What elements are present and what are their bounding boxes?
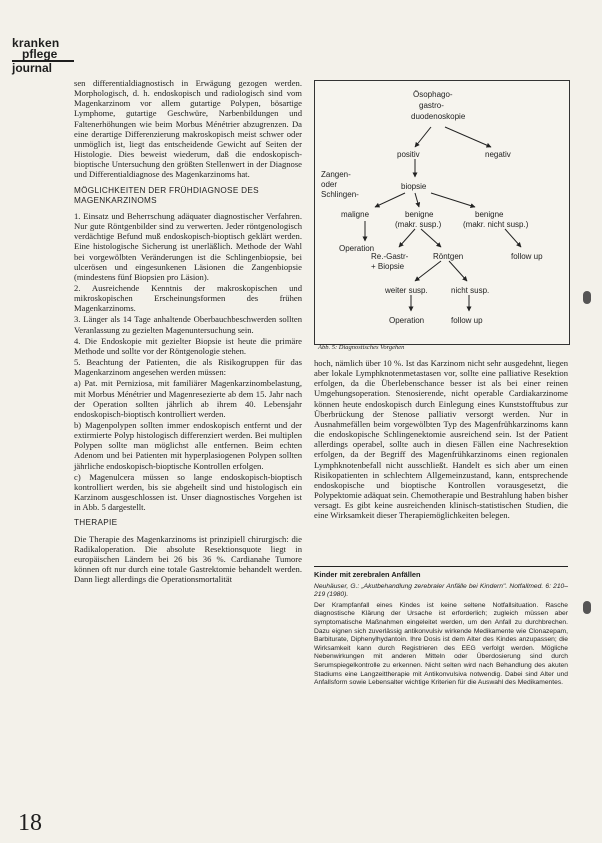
- node-benigne-nicht-susp: [463, 210, 529, 229]
- node-weiter-susp: weiter susp.: [385, 286, 428, 295]
- list-item: c) Magenulcera müssen so lange endoskopisch-bioptisch kontrolliert werden, bis sie abgeheilt sind und histologisch ein Karzinom ausgeschlossen ist. Unser diagnostisches Vorgehen ist in Abb. 5 dargestellt.: [74, 471, 302, 513]
- flowchart-svg: [315, 81, 569, 344]
- node-biopsie: biopsie: [401, 182, 427, 191]
- list-item: 4. Die Endoskopie mit gezielter Biopsie ist heute die primäre Methode und sollte vor der Röntgenologie stehen.: [74, 335, 302, 356]
- figure-caption: Abb. 5: Diagnostisches Vorgehen: [318, 344, 405, 351]
- node-nicht-susp: nicht susp.: [451, 286, 490, 295]
- page-number: 18: [18, 810, 42, 836]
- punch-hole: [583, 291, 591, 304]
- node-follow-up-2: follow up: [451, 316, 483, 325]
- left-column: [74, 78, 302, 585]
- node-benigne-nicht-susp-line2: (makr. nicht susp.): [463, 220, 529, 229]
- node-zangen-line3: Schlingen-: [321, 190, 359, 199]
- node-positiv: positiv: [397, 150, 420, 159]
- abstract-title: Kinder mit zerebralen Anfällen: [314, 570, 421, 579]
- node-operation-2: Operation: [389, 316, 425, 325]
- abstract-text: Der Krampfanfall eines Kindes ist keine seltene Notfallsituation. Rasche diagnostische Klärung der Ursache ist erforderlich; zugleich müssen aber symptomatische Maßnahmen eingeleitet werden, um den Anfall zu durchbrechen. Dazu eignen sich zuverlässig antikonvulsiv wirkende Medikamente wie Clonazepam, Barbiturate, Diphenylhydantoin. Ihre Dosis ist dem Alter des Kindes anzupassen; die Wirksamkeit kann durch Registrieren des EEG verfolgt werden. Mögliche Nebenwirkungen mit anderen Mitteln oder Überdosierung sind durch Serumspiegelkontrolle zu erkennen. Nicht selten wird nach Behandlung des akuten Stadiums eine Langzeittherapie mit Antikonvulsiva notwendig. Dabei sind Alter und Anfallsform sowie Lebensalter wichtige Kriterien für die Auswahl des Medikamentes.: [314, 601, 568, 687]
- node-roentgen: Röntgen: [433, 252, 464, 261]
- list-item: 2. Ausreichende Kenntnis der makroskopischen und mikroskopischen Erscheinungsformen des frühen Magenkarzinoms.: [74, 282, 302, 314]
- list-item: b) Magenpolypen sollten immer endoskopisch entfernt und der extirmierte Polyp histologisch differenziert werden. Bei multiplen Polypen sollte man möglichst alle entfernen. Beim echten Adenom und bei Patienten mit hyperplasiogenen Polypen sollten jährliche endoskopisch-bioptische Kontrollen erfolgen.: [74, 420, 302, 471]
- heading-fruehdiagnose: MÖGLICHKEITEN DER FRÜHDIAGNOSE DES MAGENKARZINOMS: [74, 185, 259, 205]
- node-zangen: [321, 170, 359, 199]
- intro-paragraph: sen differentialdiagnostisch in Erwägung gezogen werden. Morphologisch, d. h. endoskopisch und radiologisch sind vom Magenkarzinom vor allem gutartige Polypen, bösartige Lymphome, gutartige Geschwüre, Narbenbildungen und Faltenerhöhungen wie beim Morbus Ménétrier abzugrenzen. Da eine derartige Differenzierung makroskopisch meist schwer oder unmöglich ist, liegt das entscheidende Gewicht auf Seiten der Histologie. Dies beweist wiederum, daß die endoskopisch-bioptische Untersuchung den größten Stellenwert in der Diagnose und Differentialdiagnose des Magenkarzinoms hat.: [74, 78, 302, 180]
- heading-therapie: THERAPIE: [74, 518, 118, 528]
- node-benigne-susp-line2: (makr. susp.): [395, 220, 442, 229]
- therapy-paragraph: Die Therapie des Magenkarzinoms ist prinzipiell chirurgisch: die Radikaloperation. Die absolute Resektionsquote liegt in europäischen Ländern bei 26 bis 36 %. Cardianahe Tumore können oft nur durch eine totale Gastrektomie behandelt werden. Dann liegt allerdings die Operationsmortalität: [74, 533, 302, 585]
- node-oesophago-line3: duodenoskopie: [411, 112, 466, 121]
- node-negativ: negativ: [485, 150, 511, 159]
- node-oesophago: [411, 90, 466, 121]
- right-column-paragraph: hoch, nämlich über 10 %. Ist das Karzinom nicht sehr ausgedehnt, liegen aber lokale Lymphknotenmetastasen vor, sollte eine palliative Resektion erfolgen, da die Überlebenschance besser ist als bei einer reinen Umgehungsoperation. Stenosierende, nicht operable Cardiakarzinome können heute endoskopisch durch Einlegung eines Kunststofftubus zur Überbrückung der Stenose palliativ versorgt werden. Nur in Ausnahmefällen beim vorgewölbten Typ des Magenfrühkarzinoms kann die endoskopische Schlingenektomie ausreichend sein. Ist der Patient allerdings operabel, sollte auch in diesen Fällen eine Nachresektion erfolgen, da der Begriff des Magenfrühkarzinoms einen regionalen Lymphknotenbefall nicht ausschließt. Handelt es sich aber um einen Risikopatienten in schlechtem Allgemeinzustand, kann, entsprechende endoskopische und bioptische Kontrollen vorausgesetzt, die Polypektomie adäquat sein. Chemotherapie und Bestrahlung haben bisher versagt. Es gibt keine ausreichenden klinisch-statistischen Studien, die eine Wirksamkeit dieser Therapiemöglichkeiten belegen.: [314, 358, 568, 521]
- node-regastr-line1: Re.-Gastr-: [371, 252, 409, 261]
- node-benigne-nicht-susp-line1: benigne: [475, 210, 504, 219]
- logo-line-kranken: kranken: [12, 36, 60, 50]
- punch-hole: [583, 601, 591, 614]
- diagnostic-flowchart: [314, 80, 570, 345]
- logo-line-journal: journal: [12, 61, 53, 75]
- list-item: 5. Beachtung der Patienten, die als Risikogruppen für das Magenkarzinom angesehen werden müssen:: [74, 357, 302, 378]
- logo-line-pflege: pflege: [12, 49, 74, 62]
- node-benigne-susp-line1: benigne: [405, 210, 434, 219]
- node-oesophago-line2: gastro-: [419, 101, 444, 110]
- node-regastr: [371, 252, 411, 271]
- node-benigne-susp: [395, 210, 442, 229]
- list-item: 1. Einsatz und Beherrschung adäquater diagnostischer Verfahren. Nur gute Röntgenbilder sind zu verwerten. Jeder röntgenologisch verdächtige Befund muß endoskopisch-bioptisch geklärt werden. Eine histologische Sicherung ist unerläßlich. Methode der Wahl bei vorgewölbten Veränderungen ist die Schlingenbiopsie, bei ulcerösen und eingesunkenen Läsionen die Zangenbiopsie (mindestens fünf Biopsien pro Läsion).: [74, 210, 302, 282]
- node-follow-up-1: follow up: [511, 252, 543, 261]
- abstract-box: [314, 566, 568, 688]
- journal-logo: [12, 38, 74, 74]
- node-operation: Operation: [339, 244, 375, 253]
- node-maligne: maligne: [341, 210, 370, 219]
- node-regastr-line2: + Biopsie: [371, 262, 405, 271]
- list-item: a) Pat. mit Perniziosa, mit familiärer Magenkarzinombelastung, mit Morbus Ménétrier und Magenresezierte ab dem 15. Jahr nach der Operation sollten jährlich ab ihrem 40. Lebensjahr endoskopisch-bioptisch kontrolliert werden.: [74, 378, 302, 419]
- list-item: 3. Länger als 14 Tage anhaltende Oberbauchbeschwerden sollten Veranlassung zu gezielten Magenuntersuchung sein.: [74, 314, 302, 335]
- node-oesophago-line1: Ösophago-: [413, 90, 453, 99]
- node-zangen-line2: oder: [321, 180, 338, 189]
- right-column: [314, 358, 568, 522]
- abstract-citation: Neuhäuser, G.: „Akutbehandlung zerebraler Anfälle bei Kindern". Notfallmed. 6: 210–219 (1980).: [314, 582, 568, 599]
- node-zangen-line1: Zangen-: [321, 170, 351, 179]
